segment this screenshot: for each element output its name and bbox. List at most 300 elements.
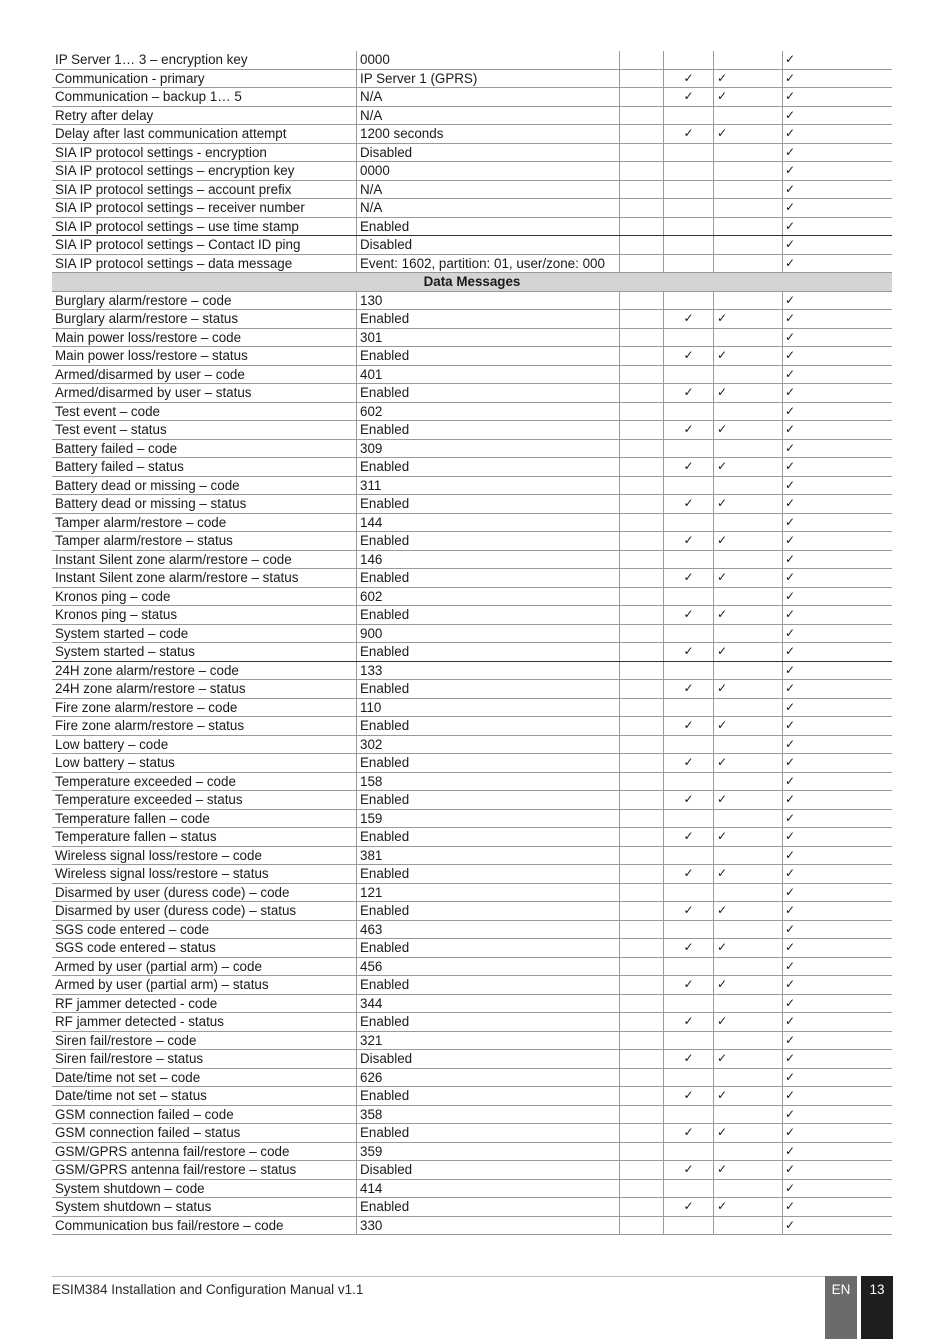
check-cell [664,513,714,532]
check-cell: ✓ [664,976,714,995]
check-cell [714,217,783,236]
setting-name: Kronos ping – status [52,606,357,625]
setting-name: GSM connection failed – code [52,1105,357,1124]
check-cell: ✓ [714,643,783,662]
check-cell: ✓ [783,162,893,181]
check-cell [714,236,783,255]
setting-name: Low battery – status [52,754,357,773]
check-cell: ✓ [664,754,714,773]
blank-cell [620,217,664,236]
default-value: Enabled [357,421,620,440]
check-cell: ✓ [783,883,893,902]
table-row [52,717,892,736]
default-value: Enabled [357,1198,620,1217]
blank-cell [620,1068,664,1087]
blank-cell [620,883,664,902]
table-row [52,458,892,477]
check-cell: ✓ [783,199,893,218]
default-value: 301 [357,328,620,347]
table-row [52,1179,892,1198]
table-row [52,957,892,976]
blank-cell [620,587,664,606]
check-cell [664,550,714,569]
blank-cell [620,717,664,736]
check-cell: ✓ [664,569,714,588]
check-cell: ✓ [783,698,893,717]
blank-cell [620,1087,664,1106]
blank-cell [620,199,664,218]
default-value: 146 [357,550,620,569]
table-row [52,69,892,88]
check-cell [714,143,783,162]
setting-name: Date/time not set – code [52,1068,357,1087]
table-row [52,328,892,347]
check-cell [664,920,714,939]
setting-name: Temperature fallen – status [52,828,357,847]
blank-cell [620,791,664,810]
default-value: Enabled [357,1124,620,1143]
check-cell: ✓ [783,328,893,347]
table-row [52,1216,892,1235]
blank-cell [620,1105,664,1124]
default-value: Enabled [357,865,620,884]
check-cell [664,291,714,310]
check-cell [664,809,714,828]
default-value: Enabled [357,939,620,958]
table-row [52,217,892,236]
check-cell: ✓ [783,51,893,69]
default-value: 344 [357,994,620,1013]
setting-name: GSM/GPRS antenna fail/restore – code [52,1142,357,1161]
check-cell: ✓ [783,643,893,662]
check-cell: ✓ [783,1198,893,1217]
setting-name: Battery dead or missing – code [52,476,357,495]
blank-cell [620,402,664,421]
blank-cell [620,643,664,662]
blank-cell [620,162,664,181]
check-cell [714,180,783,199]
check-cell [714,735,783,754]
setting-name: RF jammer detected - status [52,1013,357,1032]
table-row [52,125,892,144]
setting-name: SIA IP protocol settings - encryption [52,143,357,162]
default-value: 358 [357,1105,620,1124]
setting-name: SIA IP protocol settings – account prefix [52,180,357,199]
check-cell [664,162,714,181]
check-cell: ✓ [783,809,893,828]
check-cell [664,846,714,865]
blank-cell [620,1050,664,1069]
blank-cell [620,1161,664,1180]
table-row [52,51,892,69]
check-cell: ✓ [783,1068,893,1087]
check-cell: ✓ [783,569,893,588]
table-row [52,1105,892,1124]
setting-name: Battery failed – status [52,458,357,477]
table-row [52,865,892,884]
default-value: 121 [357,883,620,902]
default-value: 0000 [357,162,620,181]
check-cell [664,439,714,458]
check-cell: ✓ [664,69,714,88]
table-row [52,920,892,939]
setting-name: Disarmed by user (duress code) – status [52,902,357,921]
check-cell: ✓ [783,920,893,939]
check-cell: ✓ [783,865,893,884]
check-cell: ✓ [664,680,714,699]
table-row [52,106,892,125]
blank-cell [620,291,664,310]
setting-name: Battery failed – code [52,439,357,458]
default-value: Enabled [357,791,620,810]
check-cell: ✓ [714,1161,783,1180]
table-row [52,365,892,384]
blank-cell [620,365,664,384]
check-cell [714,772,783,791]
default-value: Enabled [357,643,620,662]
check-cell [664,772,714,791]
blank-cell [620,347,664,366]
blank-cell [620,957,664,976]
blank-cell [620,143,664,162]
check-cell [714,254,783,273]
table-row [52,846,892,865]
default-value: Enabled [357,217,620,236]
setting-name: Instant Silent zone alarm/restore – status [52,569,357,588]
check-cell: ✓ [714,606,783,625]
setting-name: SGS code entered – status [52,939,357,958]
check-cell: ✓ [783,310,893,329]
footer-title: ESIM384 Installation and Configuration Manual v1.1 [52,1282,364,1297]
check-cell: ✓ [664,495,714,514]
setting-name: Temperature exceeded – status [52,791,357,810]
check-cell [664,254,714,273]
check-cell [714,439,783,458]
check-cell: ✓ [783,976,893,995]
setting-name: SGS code entered – code [52,920,357,939]
check-cell: ✓ [783,88,893,107]
setting-name: Temperature exceeded – code [52,772,357,791]
default-value: N/A [357,180,620,199]
default-value: Enabled [357,606,620,625]
setting-name: Disarmed by user (duress code) – code [52,883,357,902]
table-row [52,809,892,828]
check-cell: ✓ [783,143,893,162]
blank-cell [620,735,664,754]
section-header-row [52,273,892,292]
check-cell: ✓ [664,421,714,440]
default-value: 602 [357,402,620,421]
check-cell: ✓ [664,643,714,662]
check-cell: ✓ [783,939,893,958]
check-cell: ✓ [714,754,783,773]
setting-name: Delay after last communication attempt [52,125,357,144]
default-value: 456 [357,957,620,976]
check-cell: ✓ [783,1161,893,1180]
default-value: Enabled [357,976,620,995]
default-value: 359 [357,1142,620,1161]
table-row [52,254,892,273]
check-cell: ✓ [714,458,783,477]
table-row [52,1050,892,1069]
check-cell: ✓ [783,1124,893,1143]
check-cell [664,1068,714,1087]
default-value: 463 [357,920,620,939]
check-cell [664,994,714,1013]
table-row [52,883,892,902]
blank-cell [620,476,664,495]
check-cell [664,883,714,902]
default-value: 311 [357,476,620,495]
table-row [52,976,892,995]
setting-name: Armed/disarmed by user – status [52,384,357,403]
table-row [52,532,892,551]
check-cell: ✓ [783,1013,893,1032]
blank-cell [620,236,664,255]
check-cell: ✓ [783,661,893,680]
setting-name: SIA IP protocol settings – encryption key [52,162,357,181]
check-cell: ✓ [714,384,783,403]
check-cell: ✓ [783,680,893,699]
setting-name: Armed/disarmed by user – code [52,365,357,384]
footer-divider [52,1276,826,1277]
default-value: Enabled [357,347,620,366]
check-cell [664,236,714,255]
blank-cell [620,495,664,514]
table-row [52,513,892,532]
blank-cell [620,1124,664,1143]
setting-name: Fire zone alarm/restore – code [52,698,357,717]
blank-cell [620,1179,664,1198]
setting-name: Date/time not set – status [52,1087,357,1106]
check-cell: ✓ [783,1087,893,1106]
blank-cell [620,1013,664,1032]
check-cell: ✓ [783,421,893,440]
check-cell: ✓ [714,1198,783,1217]
blank-cell [620,88,664,107]
check-cell [664,1142,714,1161]
check-cell: ✓ [714,1013,783,1032]
table-row [52,1013,892,1032]
check-cell: ✓ [664,606,714,625]
default-value: 158 [357,772,620,791]
check-cell: ✓ [664,458,714,477]
table-row [52,550,892,569]
check-cell [664,217,714,236]
default-value: 602 [357,587,620,606]
setting-name: Armed by user (partial arm) – code [52,957,357,976]
setting-name: SIA IP protocol settings – Contact ID ping [52,236,357,255]
section-header: Data Messages [52,273,892,292]
check-cell: ✓ [664,1124,714,1143]
setting-name: Communication bus fail/restore – code [52,1216,357,1235]
table-row [52,199,892,218]
blank-cell [620,125,664,144]
setting-name: System started – status [52,643,357,662]
default-value: 302 [357,735,620,754]
check-cell: ✓ [714,532,783,551]
setting-name: IP Server 1… 3 – encryption key [52,51,357,69]
default-value: 159 [357,809,620,828]
check-cell: ✓ [783,402,893,421]
table-row [52,236,892,255]
blank-cell [620,254,664,273]
check-cell [664,1105,714,1124]
check-cell [714,1105,783,1124]
check-cell [714,994,783,1013]
check-cell: ✓ [714,69,783,88]
check-cell: ✓ [783,772,893,791]
check-cell [664,957,714,976]
blank-cell [620,976,664,995]
check-cell: ✓ [783,125,893,144]
setting-name: Communication – backup 1… 5 [52,88,357,107]
table-row [52,347,892,366]
table-row [52,162,892,181]
check-cell [664,180,714,199]
check-cell [664,143,714,162]
blank-cell [620,680,664,699]
default-value: Enabled [357,680,620,699]
blank-cell [620,809,664,828]
check-cell [714,1179,783,1198]
check-cell: ✓ [783,458,893,477]
check-cell: ✓ [714,495,783,514]
check-cell: ✓ [714,421,783,440]
check-cell [714,291,783,310]
check-cell: ✓ [714,976,783,995]
check-cell [664,51,714,69]
check-cell: ✓ [664,347,714,366]
check-cell [714,1068,783,1087]
check-cell [714,513,783,532]
default-value: 381 [357,846,620,865]
check-cell: ✓ [783,495,893,514]
check-cell [714,883,783,902]
check-cell: ✓ [783,236,893,255]
check-cell [664,624,714,643]
check-cell [714,199,783,218]
check-cell: ✓ [664,717,714,736]
check-cell: ✓ [783,550,893,569]
blank-cell [620,994,664,1013]
setting-name: Main power loss/restore – status [52,347,357,366]
check-cell: ✓ [664,88,714,107]
setting-name: Siren fail/restore – code [52,1031,357,1050]
setting-name: Burglary alarm/restore – status [52,310,357,329]
check-cell: ✓ [783,791,893,810]
check-cell: ✓ [664,902,714,921]
setting-name: Siren fail/restore – status [52,1050,357,1069]
check-cell: ✓ [783,846,893,865]
blank-cell [620,384,664,403]
setting-name: 24H zone alarm/restore – status [52,680,357,699]
setting-name: GSM/GPRS antenna fail/restore – status [52,1161,357,1180]
default-value: N/A [357,88,620,107]
check-cell: ✓ [714,791,783,810]
blank-cell [620,772,664,791]
default-value: 626 [357,1068,620,1087]
blank-cell [620,939,664,958]
setting-name: Tamper alarm/restore – code [52,513,357,532]
table-row [52,939,892,958]
blank-cell [620,661,664,680]
default-value: Enabled [357,384,620,403]
setting-name: Kronos ping – code [52,587,357,606]
check-cell [664,199,714,218]
check-cell [714,328,783,347]
table-row [52,791,892,810]
check-cell: ✓ [664,384,714,403]
table-row [52,698,892,717]
setting-name: SIA IP protocol settings – receiver number [52,199,357,218]
setting-name: SIA IP protocol settings – data message [52,254,357,273]
check-cell [664,587,714,606]
table-row [52,1031,892,1050]
check-cell: ✓ [664,1087,714,1106]
blank-cell [620,513,664,532]
check-cell: ✓ [783,1216,893,1235]
setting-name: Burglary alarm/restore – code [52,291,357,310]
check-cell: ✓ [714,347,783,366]
check-cell: ✓ [783,1031,893,1050]
table-row [52,569,892,588]
blank-cell [620,624,664,643]
check-cell: ✓ [664,310,714,329]
default-value: Disabled [357,1161,620,1180]
blank-cell [620,1198,664,1217]
check-cell: ✓ [783,1142,893,1161]
language-badge: EN [825,1276,857,1339]
check-cell: ✓ [783,254,893,273]
check-cell [664,1216,714,1235]
default-value: Enabled [357,310,620,329]
check-cell [664,698,714,717]
table-row [52,143,892,162]
blank-cell [620,180,664,199]
check-cell: ✓ [664,1198,714,1217]
default-value: Enabled [357,532,620,551]
table-row [52,421,892,440]
check-cell: ✓ [783,828,893,847]
table-row [52,495,892,514]
check-cell: ✓ [783,532,893,551]
check-cell: ✓ [783,217,893,236]
check-cell: ✓ [664,1013,714,1032]
blank-cell [620,328,664,347]
blank-cell [620,458,664,477]
check-cell [664,1031,714,1050]
default-value: Enabled [357,828,620,847]
setting-name: Fire zone alarm/restore – status [52,717,357,736]
setting-name: System shutdown – status [52,1198,357,1217]
check-cell: ✓ [664,1050,714,1069]
default-value: Enabled [357,1013,620,1032]
check-cell [664,735,714,754]
default-value: Enabled [357,717,620,736]
default-value: 309 [357,439,620,458]
check-cell: ✓ [783,1105,893,1124]
default-value: 330 [357,1216,620,1235]
check-cell [714,661,783,680]
default-value: N/A [357,199,620,218]
check-cell: ✓ [714,680,783,699]
check-cell [714,402,783,421]
blank-cell [620,310,664,329]
check-cell [714,106,783,125]
table-row [52,1068,892,1087]
setting-name: System shutdown – code [52,1179,357,1198]
